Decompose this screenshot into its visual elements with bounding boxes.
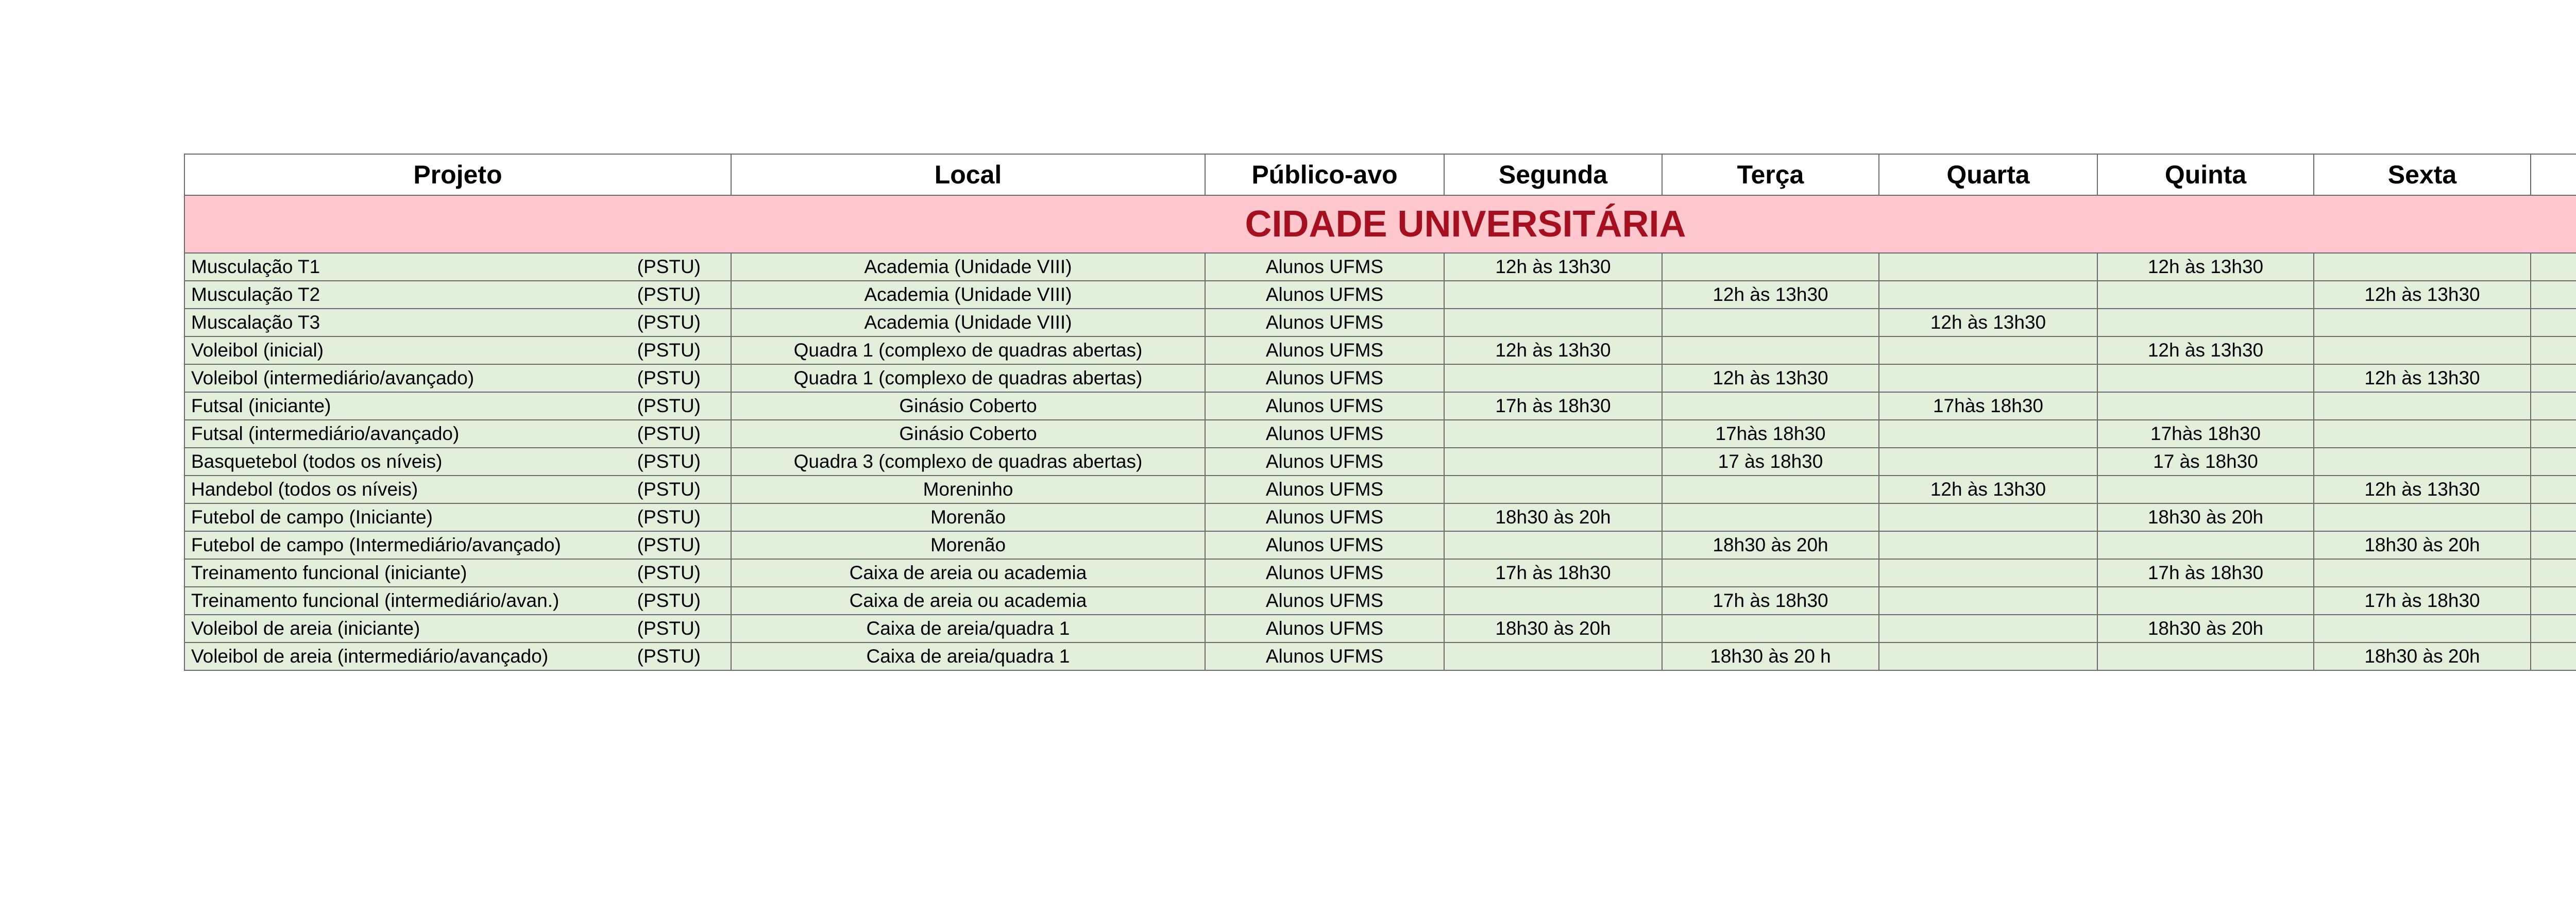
table-row xyxy=(184,253,2576,281)
cell-quinta xyxy=(2097,309,2314,336)
cell-quarta: 12h às 13h30 xyxy=(1879,309,2097,336)
cell-publico: Alunos UFMS xyxy=(1205,615,1444,643)
cell-local: Caixa de areia/quadra 1 xyxy=(731,643,1205,670)
cell-segunda xyxy=(1444,281,1662,309)
cell-segunda xyxy=(1444,448,1662,476)
projeto-tag: (PSTU) xyxy=(637,562,701,583)
cell-quarta xyxy=(1879,420,2097,448)
table-row xyxy=(184,531,2576,559)
cell-terca xyxy=(1662,392,1879,420)
cell-local: Academia (Unidade VIII) xyxy=(731,253,1205,281)
projeto-name: Muscalação T3 xyxy=(191,312,320,333)
projeto-name: Treinamento funcional (intermediário/avan.) xyxy=(191,590,560,611)
table-row xyxy=(184,448,2576,476)
cell-quinta xyxy=(2097,476,2314,503)
header-sexta: Sexta xyxy=(2314,154,2531,195)
cell-projeto xyxy=(184,643,731,670)
cell-projeto xyxy=(184,448,731,476)
cell-terca: 17 às 18h30 xyxy=(1662,448,1879,476)
cell-quarta: 17hàs 18h30 xyxy=(1879,392,2097,420)
header-publico: Público-avo xyxy=(1205,154,1444,195)
cell-projeto xyxy=(184,420,731,448)
projeto-name: Voleibol de areia (iniciante) xyxy=(191,618,420,639)
cell-segunda: 12h às 13h30 xyxy=(1444,253,1662,281)
cell-publico: Alunos UFMS xyxy=(1205,448,1444,476)
cell-publico: Alunos UFMS xyxy=(1205,559,1444,587)
cell-projeto xyxy=(184,364,731,392)
cell-sexta: 12h às 13h30 xyxy=(2314,476,2531,503)
projeto-tag: (PSTU) xyxy=(637,479,701,500)
cell-local: Ginásio Coberto xyxy=(731,392,1205,420)
cell-quinta: 17hàs 18h30 xyxy=(2097,420,2314,448)
section-row xyxy=(184,195,2576,253)
projeto-tag: (PSTU) xyxy=(637,618,701,639)
cell-sexta: 12h às 13h30 xyxy=(2314,281,2531,309)
cell-projeto xyxy=(184,503,731,531)
cell-quinta xyxy=(2097,364,2314,392)
cell-sexta: 18h30 às 20h xyxy=(2314,643,2531,670)
projeto-tag: (PSTU) xyxy=(637,506,701,528)
projeto-name: Basquetebol (todos os níveis) xyxy=(191,451,443,472)
projeto-name: Musculação T1 xyxy=(191,256,320,277)
cell-local: Morenão xyxy=(731,503,1205,531)
projeto-tag: (PSTU) xyxy=(637,367,701,388)
table-row xyxy=(184,336,2576,364)
cell-sexta xyxy=(2314,503,2531,531)
header-terca: Terça xyxy=(1662,154,1879,195)
cell-sexta xyxy=(2314,448,2531,476)
projeto-name: Voleibol (inicial) xyxy=(191,340,324,361)
cell-terca xyxy=(1662,336,1879,364)
cell-segunda: 18h30 às 20h xyxy=(1444,615,1662,643)
cell-local: Moreninho xyxy=(731,476,1205,503)
projeto-name: Treinamento funcional (iniciante) xyxy=(191,562,467,583)
cell-publico: Alunos UFMS xyxy=(1205,643,1444,670)
projeto-tag: (PSTU) xyxy=(637,256,701,277)
cell-quinta: 18h30 às 20h xyxy=(2097,615,2314,643)
cell-sexta xyxy=(2314,420,2531,448)
table-row xyxy=(184,587,2576,615)
cell-publico: Alunos UFMS xyxy=(1205,587,1444,615)
projeto-name: Musculação T2 xyxy=(191,284,320,305)
cell-quinta: 12h às 13h30 xyxy=(2097,253,2314,281)
cell-publico: Alunos UFMS xyxy=(1205,364,1444,392)
header-quinta: Quinta xyxy=(2097,154,2314,195)
cell-segunda: 12h às 13h30 xyxy=(1444,336,1662,364)
projeto-tag: (PSTU) xyxy=(637,646,701,667)
cell-publico: Alunos UFMS xyxy=(1205,420,1444,448)
section-title: CIDADE UNIVERSITÁRIA xyxy=(184,195,2576,253)
projeto-tag: (PSTU) xyxy=(637,395,701,416)
cell-segunda: 17h às 18h30 xyxy=(1444,392,1662,420)
cell-terca xyxy=(1662,309,1879,336)
cell-terca xyxy=(1662,476,1879,503)
cell-terca xyxy=(1662,559,1879,587)
table-row xyxy=(184,392,2576,420)
cell-publico: Alunos UFMS xyxy=(1205,309,1444,336)
cell-terca: 18h30 às 20 h xyxy=(1662,643,1879,670)
cell-quarta xyxy=(1879,253,2097,281)
cell-terca xyxy=(1662,253,1879,281)
cell-quarta xyxy=(1879,336,2097,364)
cell-sexta xyxy=(2314,392,2531,420)
cell-projeto xyxy=(184,559,731,587)
cell-publico: Alunos UFMS xyxy=(1205,392,1444,420)
cell-publico: Alunos UFMS xyxy=(1205,281,1444,309)
cell-local: Ginásio Coberto xyxy=(731,420,1205,448)
cell-sabado xyxy=(2531,559,2576,587)
cell-sabado xyxy=(2531,336,2576,364)
schedule-table xyxy=(184,154,2576,671)
cell-sabado xyxy=(2531,587,2576,615)
cell-sabado xyxy=(2531,364,2576,392)
cell-local: Academia (Unidade VIII) xyxy=(731,309,1205,336)
cell-quinta xyxy=(2097,392,2314,420)
cell-quarta xyxy=(1879,643,2097,670)
cell-terca: 17h às 18h30 xyxy=(1662,587,1879,615)
projeto-tag: (PSTU) xyxy=(637,451,701,472)
cell-sexta xyxy=(2314,336,2531,364)
cell-segunda xyxy=(1444,420,1662,448)
cell-quinta xyxy=(2097,643,2314,670)
cell-projeto xyxy=(184,336,731,364)
cell-quinta: 17 às 18h30 xyxy=(2097,448,2314,476)
cell-sabado xyxy=(2531,253,2576,281)
cell-sexta: 17h às 18h30 xyxy=(2314,587,2531,615)
cell-sabado xyxy=(2531,476,2576,503)
cell-sexta: 18h30 às 20h xyxy=(2314,531,2531,559)
cell-terca: 12h às 13h30 xyxy=(1662,364,1879,392)
cell-sabado xyxy=(2531,531,2576,559)
projeto-tag: (PSTU) xyxy=(637,534,701,555)
table-row xyxy=(184,309,2576,336)
cell-projeto xyxy=(184,587,731,615)
cell-publico: Alunos UFMS xyxy=(1205,531,1444,559)
projeto-name: Futebol de campo (Iniciante) xyxy=(191,506,433,528)
cell-publico: Alunos UFMS xyxy=(1205,336,1444,364)
cell-sabado xyxy=(2531,281,2576,309)
cell-quinta: 18h30 às 20h xyxy=(2097,503,2314,531)
cell-quarta xyxy=(1879,364,2097,392)
projeto-name: Voleibol de areia (intermediário/avançado) xyxy=(191,646,549,667)
cell-quarta xyxy=(1879,281,2097,309)
cell-sabado xyxy=(2531,420,2576,448)
cell-terca: 12h às 13h30 xyxy=(1662,281,1879,309)
projeto-tag: (PSTU) xyxy=(637,284,701,305)
cell-quarta xyxy=(1879,448,2097,476)
cell-quinta xyxy=(2097,587,2314,615)
cell-publico: Alunos UFMS xyxy=(1205,503,1444,531)
cell-sabado xyxy=(2531,448,2576,476)
cell-sexta: 12h às 13h30 xyxy=(2314,364,2531,392)
header-projeto: Projeto xyxy=(184,154,731,195)
cell-terca xyxy=(1662,615,1879,643)
cell-sabado xyxy=(2531,615,2576,643)
cell-projeto xyxy=(184,392,731,420)
cell-local: Morenão xyxy=(731,531,1205,559)
cell-sabado xyxy=(2531,643,2576,670)
projeto-name: Voleibol (intermediário/avançado) xyxy=(191,367,474,388)
cell-segunda xyxy=(1444,364,1662,392)
cell-local: Caixa de areia ou academia xyxy=(731,587,1205,615)
table-row xyxy=(184,503,2576,531)
cell-projeto xyxy=(184,531,731,559)
cell-local: Quadra 1 (complexo de quadras abertas) xyxy=(731,364,1205,392)
cell-segunda xyxy=(1444,531,1662,559)
cell-quarta xyxy=(1879,531,2097,559)
cell-quinta: 17h às 18h30 xyxy=(2097,559,2314,587)
cell-projeto xyxy=(184,615,731,643)
cell-quinta: 12h às 13h30 xyxy=(2097,336,2314,364)
projeto-name: Futebol de campo (Intermediário/avançado) xyxy=(191,534,561,555)
cell-local: Academia (Unidade VIII) xyxy=(731,281,1205,309)
cell-quinta xyxy=(2097,281,2314,309)
cell-terca xyxy=(1662,503,1879,531)
cell-local: Caixa de areia ou academia xyxy=(731,559,1205,587)
table-row xyxy=(184,281,2576,309)
table-row xyxy=(184,420,2576,448)
header-row xyxy=(184,154,2576,195)
cell-projeto xyxy=(184,281,731,309)
cell-segunda: 17h às 18h30 xyxy=(1444,559,1662,587)
cell-sexta xyxy=(2314,309,2531,336)
cell-local: Quadra 1 (complexo de quadras abertas) xyxy=(731,336,1205,364)
cell-sabado xyxy=(2531,392,2576,420)
projeto-tag: (PSTU) xyxy=(637,590,701,611)
cell-quinta xyxy=(2097,531,2314,559)
table-row xyxy=(184,364,2576,392)
projeto-tag: (PSTU) xyxy=(637,340,701,361)
cell-segunda xyxy=(1444,476,1662,503)
header-segunda: Segunda xyxy=(1444,154,1662,195)
cell-local: Caixa de areia/quadra 1 xyxy=(731,615,1205,643)
cell-projeto xyxy=(184,309,731,336)
projeto-tag: (PSTU) xyxy=(637,312,701,333)
cell-sabado xyxy=(2531,309,2576,336)
cell-local: Quadra 3 (complexo de quadras abertas) xyxy=(731,448,1205,476)
header-sabado xyxy=(2531,154,2576,195)
cell-sexta xyxy=(2314,253,2531,281)
cell-sabado xyxy=(2531,503,2576,531)
cell-publico: Alunos UFMS xyxy=(1205,253,1444,281)
cell-quarta xyxy=(1879,615,2097,643)
cell-quarta xyxy=(1879,587,2097,615)
table-row xyxy=(184,476,2576,503)
cell-segunda xyxy=(1444,309,1662,336)
projeto-name: Futsal (intermediário/avançado) xyxy=(191,423,460,444)
cell-segunda xyxy=(1444,587,1662,615)
table-row xyxy=(184,559,2576,587)
table-row xyxy=(184,643,2576,670)
cell-terca: 18h30 às 20h xyxy=(1662,531,1879,559)
header-local: Local xyxy=(731,154,1205,195)
cell-quarta xyxy=(1879,559,2097,587)
header-quarta: Quarta xyxy=(1879,154,2097,195)
cell-segunda: 18h30 às 20h xyxy=(1444,503,1662,531)
cell-quarta: 12h às 13h30 xyxy=(1879,476,2097,503)
cell-projeto xyxy=(184,253,731,281)
cell-terca: 17hàs 18h30 xyxy=(1662,420,1879,448)
projeto-name: Handebol (todos os níveis) xyxy=(191,479,418,500)
projeto-tag: (PSTU) xyxy=(637,423,701,444)
cell-sexta xyxy=(2314,559,2531,587)
cell-sexta xyxy=(2314,615,2531,643)
cell-quarta xyxy=(1879,503,2097,531)
cell-projeto xyxy=(184,476,731,503)
projeto-name: Futsal (iniciante) xyxy=(191,395,331,416)
table-row xyxy=(184,615,2576,643)
cell-publico: Alunos UFMS xyxy=(1205,476,1444,503)
cell-segunda xyxy=(1444,643,1662,670)
